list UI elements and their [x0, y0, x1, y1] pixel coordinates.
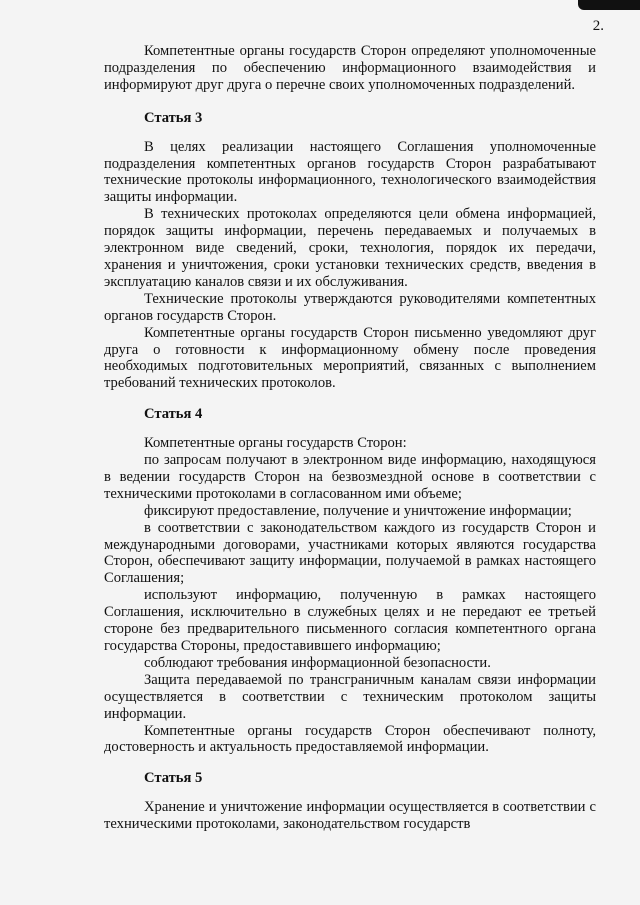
paragraph: В технических протоколах определяются цели обмена информацией, порядок защиты информации, перечень передаваемых и получаемых в электронном виде сведений, сроки, технология, порядок их передачи, хранения и уничтожения, сроки установки технических средств, введения в эксплуатацию каналов связи и их обслуживания.	[104, 206, 596, 290]
paragraph: Защита передаваемой по трансграничным каналам связи информации осуществляется в соответствии с техническим протоколом защиты информации.	[104, 671, 596, 722]
paragraph: Компетентные органы государств Сторон обеспечивают полноту, достоверность и актуальность предоставляемой информации.	[104, 722, 596, 756]
paragraph: используют информацию, полученную в рамках настоящего Соглашения, исключительно в служебных целях и не передают ее третьей стороне без предварительного письменного согласия компетентного органа государства Стороны, предоставившего информацию;	[104, 587, 596, 654]
paragraph: Технические протоколы утверждаются руководителями компетентных органов государств Сторон.	[104, 290, 596, 324]
page-number: 2.	[592, 18, 604, 34]
article-3-heading: Статья 3	[144, 109, 203, 126]
paragraph: Компетентные органы государств Сторон письменно уведомляют друг друга о готовности к информационному обмену после проведения необходимых подготовительных мероприятий, связанных с выполнением требований технических протоколов.	[104, 324, 596, 392]
paragraph: соблюдают требования информационной безопасности.	[144, 654, 491, 671]
paragraph: фиксируют предоставление, получение и уничтожение информации;	[144, 502, 572, 519]
paragraph: Компетентные органы государств Сторон определяют уполномоченные подразделения по обеспечению информационного взаимодействия и информируют друг друга о перечне своих уполномоченных подразделений.	[104, 43, 596, 93]
paragraph: по запросам получают в электронном виде информацию, находящуюся в ведении государств Сторон на безвозмездной основе в соответствии с техническими протоколами в согласованном ими объеме;	[104, 452, 596, 502]
article-5-heading: Статья 5	[144, 770, 203, 787]
paragraph: Хранение и уничтожение информации осуществляется в соответствии с техническими протоколами, законодательством государств	[104, 799, 596, 833]
article-4-heading: Статья 4	[144, 406, 203, 423]
document-body	[104, 43, 596, 833]
paragraph: в соответствии с законодательством каждого из государств Сторон и международными договорами, участниками которых являются государства Сторон, обеспечивают защиту информации, получаемой в рамках настоящего Соглашения;	[104, 519, 596, 587]
paragraph: Компетентные органы государств Сторон:	[144, 435, 407, 452]
scan-corner-mark	[578, 0, 640, 10]
paragraph: В целях реализации настоящего Соглашения уполномоченные подразделения компетентных органов государств Сторон разрабатывают технические протоколы информационного, технологического взаимодействия защиты информации.	[104, 138, 596, 206]
